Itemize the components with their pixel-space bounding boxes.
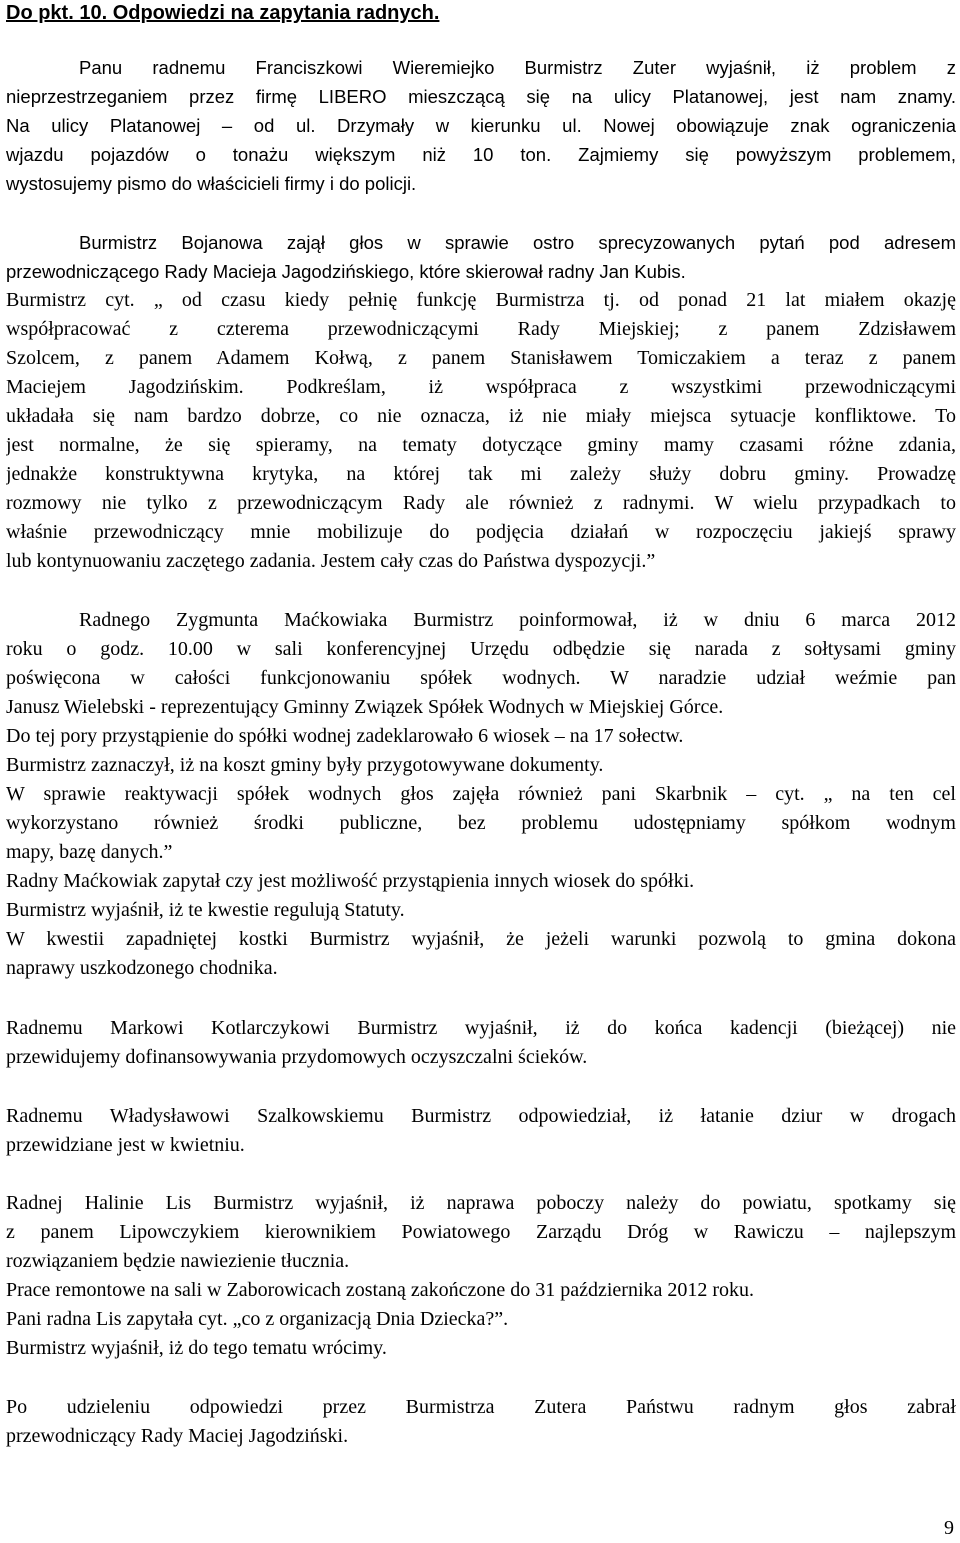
text-line: Burmistrz wyjaśnił, iż te kwestie regulują Statuty. bbox=[6, 899, 405, 921]
text-line: Po udzieleniu odpowiedzi przez Burmistrza Zutera Państwu radnym głos zabrał bbox=[6, 1396, 956, 1418]
text-line: Radnemu Markowi Kotlarczykowi Burmistrz wyjaśnił, iż do końca kadencji (bieżącej) nie bbox=[6, 1017, 956, 1039]
text-line: przewidziane jest w kwietniu. bbox=[6, 1134, 245, 1156]
text-line: Radnego Zygmunta Maćkowiaka Burmistrz poinformował, iż w dniu 6 marca 2012 bbox=[79, 609, 956, 631]
section-heading: Do pkt. 10. Odpowiedzi na zapytania radnych. bbox=[6, 2, 440, 24]
paragraph-kotlarczyk bbox=[6, 1014, 956, 1072]
text-line: Burmistrz wyjaśnił, iż do tego tematu wrócimy. bbox=[6, 1337, 387, 1359]
text-line: rozwiązaniem będzie nawiezienie tłucznia. bbox=[6, 1250, 350, 1272]
text-line: wjazdu pojazdów o tonażu większym niż 10 ton. Zajmiemy się powyższym problemem, bbox=[6, 144, 956, 165]
text-line: przewodniczący Rady Maciej Jagodziński. bbox=[6, 1425, 349, 1447]
text-line: lub kontynuowaniu zaczętego zadania. Jestem cały czas do Państwa dyspozycji.” bbox=[6, 550, 656, 572]
text-line: Maciejem Jagodzińskim. Podkreślam, iż współpraca z wszystkimi przewodniczącymi bbox=[6, 376, 956, 398]
paragraph-closing bbox=[6, 1393, 956, 1451]
text-line: wystosujemy pismo do właścicieli firmy i do policji. bbox=[6, 173, 417, 194]
paragraph-burmistrz-quote bbox=[6, 286, 956, 576]
text-line: Na ulicy Platanowej – od ul. Drzymały w kierunku ul. Nowej obowiązuje znak ograniczenia bbox=[6, 115, 956, 136]
text-line: wykorzystano również środki publiczne, bez problemu udostępniamy spółkom wodnym bbox=[6, 812, 956, 834]
text-line: Burmistrz cyt. „ od czasu kiedy pełnię funkcję Burmistrza tj. od ponad 21 lat miałem okazję bbox=[6, 289, 956, 311]
text-line: właśnie przewodniczący mnie mobilizuje do podjęcia działań w rozpoczęciu jakiejś sprawy bbox=[6, 521, 956, 543]
text-line: roku o godz. 10.00 w sali konferencyjnej Urzędu odbędzie się narada z sołtysami gminy bbox=[6, 638, 956, 660]
text-line: Do tej pory przystąpienie do spółki wodnej zadeklarowało 6 wiosek – na 17 sołectw. bbox=[6, 725, 684, 747]
text-line: przewodniczącego Rady Macieja Jagodzińskiego, które skierował radny Jan Kubis. bbox=[6, 261, 686, 282]
text-line: mapy, bazę danych.” bbox=[6, 841, 173, 863]
paragraph-mackowiak bbox=[6, 606, 956, 983]
text-line: Radnemu Władysławowi Szalkowskiemu Burmistrz odpowiedział, iż łatanie dziur w drogach bbox=[6, 1105, 956, 1127]
text-line: nieprzestrzeganiem przez firmę LIBERO mieszczącą się na ulicy Platanowej, jest nam znamy. bbox=[6, 86, 956, 107]
text-line: Radnej Halinie Lis Burmistrz wyjaśnił, iż naprawa poboczy należy do powiatu, spotkamy się bbox=[6, 1192, 956, 1214]
text-line: W kwestii zapadniętej kostki Burmistrz wyjaśnił, że jeżeli warunki pozwolą to gmina dokona bbox=[6, 928, 956, 950]
text-line: Burmistrz zaznaczył, iż na koszt gminy były przygotowywane dokumenty. bbox=[6, 754, 604, 776]
text-line: jednakże konstruktywna krytyka, na której tak mi zależy służy dobru gminy. Prowadzę bbox=[6, 463, 956, 485]
text-line: układała się nam bardzo dobrze, co nie oznacza, iż nie miały miejsca sytuacje konfliktowe. To bbox=[6, 405, 956, 427]
text-line: poświęcona w całości funkcjonowaniu spółek wodnych. W naradzie udział weźmie pan bbox=[6, 667, 956, 689]
paragraph-bojanowa-intro bbox=[6, 228, 956, 286]
text-line: współpracować z czterema przewodniczącymi Rady Miejskiej; z panem Zdzisławem bbox=[6, 318, 956, 340]
text-line: Janusz Wielebski - reprezentujący Gminny Związek Spółek Wodnych w Miejskiej Górce. bbox=[6, 696, 724, 718]
page-number: 9 bbox=[944, 1517, 954, 1539]
text-line: jest normalne, że się spieramy, na tematy dotyczące gminy mamy czasami różne zdania, bbox=[6, 434, 956, 456]
text-line: naprawy uszkodzonego chodnika. bbox=[6, 957, 278, 979]
text-line: Burmistrz Bojanowa zajął głos w sprawie ostro sprecyzowanych pytań pod adresem bbox=[79, 232, 956, 253]
paragraph-wieremiejko bbox=[6, 53, 956, 198]
paragraph-lis bbox=[6, 1189, 956, 1363]
text-line: z panem Lipowczykiem kierownikiem Powiatowego Zarządu Dróg w Rawiczu – najlepszym bbox=[6, 1221, 956, 1243]
text-line: Panu radnemu Franciszkowi Wieremiejko Burmistrz Zuter wyjaśnił, iż problem z bbox=[79, 57, 956, 78]
text-line: Radny Maćkowiak zapytał czy jest możliwość przystąpienia innych wiosek do spółki. bbox=[6, 870, 695, 892]
text-line: Szolcem, z panem Adamem Kołwą, z panem Stanisławem Tomiczakiem a teraz z panem bbox=[6, 347, 956, 369]
text-line: przewidujemy dofinansowywania przydomowych oczyszczalni ścieków. bbox=[6, 1046, 588, 1068]
text-line: W sprawie reaktywacji spółek wodnych głos zajęła również pani Skarbnik – cyt. „ na ten cel bbox=[6, 783, 956, 805]
paragraph-szalkowski bbox=[6, 1102, 956, 1160]
text-line: rozmowy nie tylko z przewodniczącym Rady ale również z radnymi. W wielu przypadkach to bbox=[6, 492, 956, 514]
text-line: Pani radna Lis zapytała cyt. „co z organizacją Dnia Dziecka?”. bbox=[6, 1308, 509, 1330]
text-line: Prace remontowe na sali w Zaborowicach zostaną zakończone do 31 października 2012 roku. bbox=[6, 1279, 755, 1301]
